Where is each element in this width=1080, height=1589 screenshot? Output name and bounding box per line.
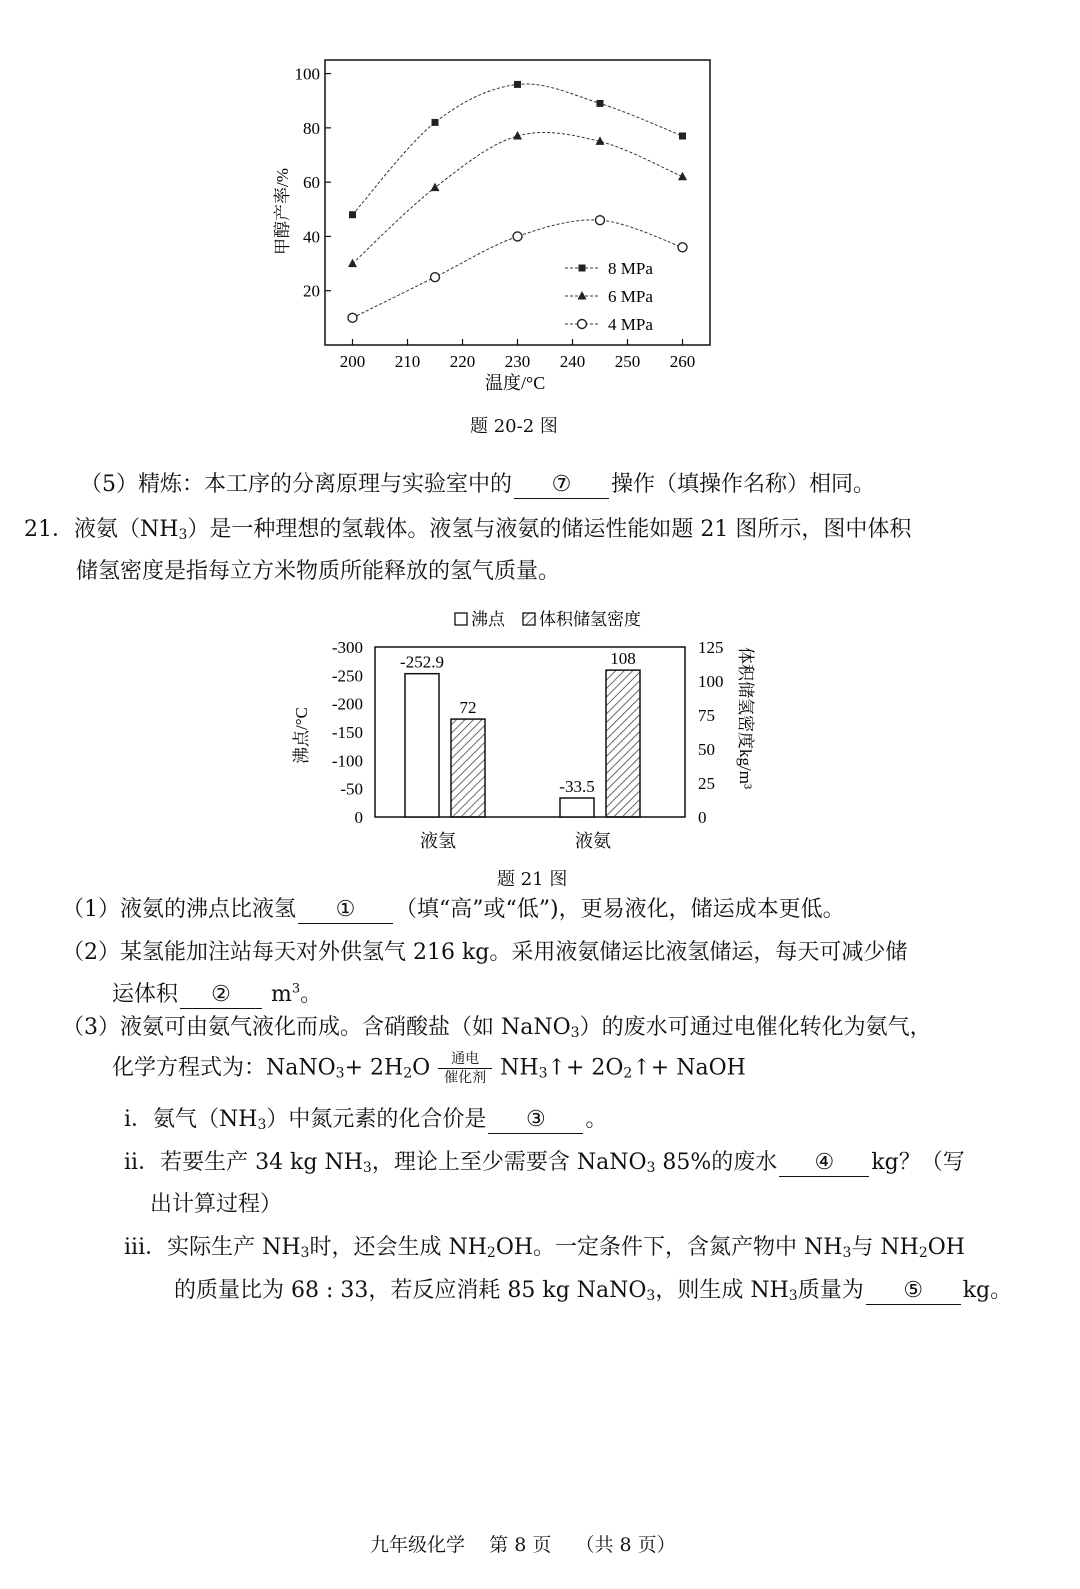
blank-2-label: ② — [211, 982, 231, 1007]
ii-a: ii．若要生产 34 kg NH — [124, 1150, 363, 1175]
condition-bottom: 催化剂 — [444, 1070, 487, 1086]
legend-label-density: 体积储氢密度 — [539, 610, 641, 629]
data-point-8mpa — [679, 133, 686, 140]
iii-e: OH — [927, 1235, 965, 1260]
blank-1[interactable] — [298, 897, 393, 924]
data-point-4mpa — [348, 313, 357, 322]
y-tick-label: 60 — [303, 173, 320, 193]
blank-4-label: ④ — [814, 1150, 835, 1175]
i-b: ）中氮元素的化合价是 — [266, 1107, 487, 1132]
left-tick-label: -250 — [331, 666, 363, 686]
condition-top: 通电 — [438, 1050, 492, 1069]
item-iii-cont — [174, 1276, 1012, 1306]
chart2-caption: 题 21 图 — [497, 869, 568, 890]
x-tick-label: 220 — [449, 352, 476, 371]
iii-c: OH。一定条件下，含氮产物中 NH — [495, 1235, 843, 1260]
sub-question-2a — [62, 938, 907, 968]
right-tick-label: 0 — [698, 808, 707, 827]
q5-text-b: 操作（填操作名称）相同。 — [611, 472, 876, 497]
iii-b: 时，还会生成 NH — [309, 1235, 487, 1260]
x-tick-label: 250 — [614, 352, 641, 371]
category-label: 液氨 — [575, 831, 611, 851]
s3-sub5: 2 — [623, 1065, 633, 1082]
right-tick-label: 100 — [698, 672, 724, 691]
right-tick-label: 25 — [698, 774, 715, 793]
iii-f: 的质量比为 68 : 33，若反应消耗 85 kg NaNO — [174, 1278, 647, 1303]
blank-7[interactable] — [514, 472, 609, 499]
s2-end: 。 — [300, 982, 323, 1007]
chart2-ylabel-left: 沸点/°C — [292, 707, 311, 764]
ii-c: 85%的废水 — [662, 1150, 778, 1175]
iii-sub6: 3 — [788, 1288, 798, 1304]
bar-label-boiling-point: -33.5 — [559, 777, 595, 797]
bar-boiling-point — [560, 798, 594, 817]
q21-line2-text: 储氢密度是指每立方米物质所能释放的氢气质量。 — [76, 559, 561, 584]
data-point-8mpa — [597, 100, 604, 107]
data-point-6mpa — [348, 259, 357, 268]
footer-text: 九年级化学 第 8 页 （共 8 页） — [370, 1534, 676, 1556]
q21-a: 21．液氨（NH — [24, 517, 179, 542]
data-point-6mpa — [513, 131, 522, 140]
blank-1-label: ① — [335, 897, 356, 922]
category-label: 液氢 — [420, 831, 456, 851]
i-sub: 3 — [257, 1117, 267, 1133]
iii-g: ，则生成 NH — [655, 1278, 789, 1303]
legend-label: 6 MPa — [608, 287, 653, 306]
data-point-6mpa — [678, 172, 687, 181]
iii-sub3: 3 — [842, 1245, 852, 1261]
bar-label-density: 72 — [459, 698, 477, 718]
y-tick-label: 80 — [303, 118, 320, 138]
right-tick-label: 125 — [698, 638, 724, 657]
left-tick-label: 0 — [354, 808, 363, 827]
data-point-4mpa — [596, 216, 605, 225]
bar-density — [606, 670, 640, 817]
question-21-line2 — [76, 557, 560, 587]
s3-e: O — [412, 1055, 431, 1081]
chart1-xlabel: 温度/°C — [485, 373, 546, 393]
equation-line — [112, 1050, 746, 1087]
legend-label-boiling-point: 沸点 — [471, 610, 505, 629]
data-point-4mpa — [678, 243, 687, 252]
iii-j: kg。 — [962, 1278, 1013, 1303]
s3-sub3: 2 — [403, 1065, 413, 1082]
s2-a: （2）某氢能加注站每天对外供氢气 216 kg。采用液氨储运比液氢储运，每天可减少储 — [62, 940, 908, 965]
s2-sup: 3 — [291, 981, 301, 997]
bar-label-boiling-point: -252.9 — [400, 652, 444, 672]
storage-bar-chart — [285, 602, 785, 862]
blank-4[interactable] — [779, 1150, 869, 1177]
sub-question-3a — [62, 1013, 932, 1043]
x-tick-label: 200 — [339, 352, 366, 371]
series-line-6mpa — [353, 132, 683, 263]
q21-sub: 3 — [178, 527, 188, 543]
data-point-8mpa — [432, 119, 439, 126]
x-tick-label: 260 — [669, 352, 696, 371]
legend-swatch-boiling-point — [455, 613, 467, 625]
item-ii-cont — [150, 1190, 282, 1220]
s3-sub4: 3 — [538, 1065, 548, 1082]
chart1-caption: 题 20-2 图 — [470, 416, 558, 437]
x-tick-label: 240 — [559, 352, 586, 371]
question-5 — [80, 470, 875, 500]
s2-unit: m — [271, 982, 292, 1007]
right-tick-label: 75 — [698, 706, 715, 725]
item-i — [124, 1105, 607, 1135]
legend-marker — [578, 320, 587, 329]
data-point-4mpa — [513, 232, 522, 241]
i-d: 。 — [585, 1107, 608, 1132]
y-tick-label: 20 — [303, 281, 320, 301]
iii-sub1: 3 — [300, 1245, 310, 1261]
legend-label: 4 MPa — [608, 315, 653, 334]
left-tick-label: -50 — [340, 779, 363, 799]
ii-f: 出计算过程） — [150, 1192, 283, 1217]
s1-c: （填“高”或“低”)，更易液化，储运成本更低。 — [395, 897, 845, 922]
blank-2[interactable] — [180, 982, 262, 1009]
legend-marker — [578, 291, 587, 300]
sub-question-2b — [112, 980, 322, 1010]
ii-b: ，理论上至少需要含 NaNO — [371, 1150, 647, 1175]
iii-sub2: 2 — [486, 1245, 496, 1261]
legend-marker — [579, 265, 586, 272]
data-point-8mpa — [349, 211, 356, 218]
s1-a: （1）液氨的沸点比液氢 — [62, 897, 296, 922]
bar-boiling-point — [405, 674, 439, 817]
blank-3[interactable] — [488, 1107, 583, 1134]
data-point-8mpa — [514, 81, 521, 88]
s3-i: ↑+ NaOH — [632, 1055, 746, 1081]
series-line-8mpa — [353, 84, 683, 215]
x-tick-label: 230 — [504, 352, 531, 371]
left-tick-label: -150 — [331, 723, 363, 742]
iii-d: 与 NH — [851, 1235, 919, 1260]
ii-sub2: 3 — [646, 1160, 656, 1176]
s2-b: 运体积 — [112, 982, 179, 1007]
data-point-6mpa — [431, 183, 440, 192]
page-footer — [370, 1530, 676, 1560]
bar-label-density: 108 — [610, 649, 636, 669]
sub-question-1 — [62, 895, 845, 925]
s3-g: NH — [500, 1055, 539, 1081]
s3-sub2: 3 — [335, 1065, 345, 1082]
s3-b: ）的废水可通过电催化转化为氨气， — [579, 1015, 932, 1040]
chart2-ylabel-right: 体积储氢密度kg/m³ — [736, 647, 755, 790]
item-iii — [124, 1233, 965, 1263]
left-tick-label: -300 — [331, 638, 363, 657]
reaction-condition — [438, 1050, 492, 1087]
y-tick-label: 100 — [294, 64, 320, 84]
bar-density — [451, 719, 485, 817]
chart1-ylabel: 甲醇产率/% — [273, 168, 292, 255]
right-tick-label: 50 — [698, 740, 715, 759]
iii-a: iii．实际生产 NH — [124, 1235, 301, 1260]
iii-h: 质量为 — [797, 1278, 864, 1303]
i-a: i．氨气（NH — [124, 1107, 258, 1132]
methanol-yield-chart — [270, 55, 720, 400]
item-ii — [124, 1148, 965, 1178]
left-tick-label: -200 — [331, 694, 363, 714]
q21-b: ）是一种理想的氢载体。液氢与液氨的储运性能如题 21 图所示，图中体积 — [187, 517, 912, 542]
blank-7-label: ⑦ — [551, 472, 572, 497]
x-tick-label: 210 — [394, 352, 421, 371]
left-tick-label: -100 — [331, 751, 363, 771]
y-tick-label: 40 — [303, 227, 320, 247]
s3-a: （3）液氨可由氨气液化而成。含硝酸盐（如 NaNO — [62, 1015, 571, 1040]
legend-label: 8 MPa — [608, 259, 653, 278]
legend-swatch-density — [523, 613, 535, 625]
iii-sub4: 2 — [918, 1245, 928, 1261]
s3-d: + 2H — [344, 1055, 404, 1081]
ii-e: kg？（写 — [871, 1150, 965, 1175]
iii-sub5: 3 — [646, 1288, 656, 1304]
data-point-4mpa — [431, 273, 440, 282]
s3-c: 化学方程式为：NaNO — [112, 1055, 336, 1081]
q5-text-a: （5）精炼：本工序的分离原理与实验室中的 — [80, 472, 512, 497]
s3-h: ↑+ 2O — [547, 1055, 624, 1081]
question-21-line1 — [24, 515, 911, 545]
blank-5[interactable] — [866, 1278, 961, 1305]
ii-sub1: 3 — [362, 1160, 372, 1176]
s3-sub1: 3 — [570, 1025, 580, 1041]
blank-3-label: ③ — [526, 1107, 546, 1132]
blank-5-label: ⑤ — [903, 1278, 924, 1303]
